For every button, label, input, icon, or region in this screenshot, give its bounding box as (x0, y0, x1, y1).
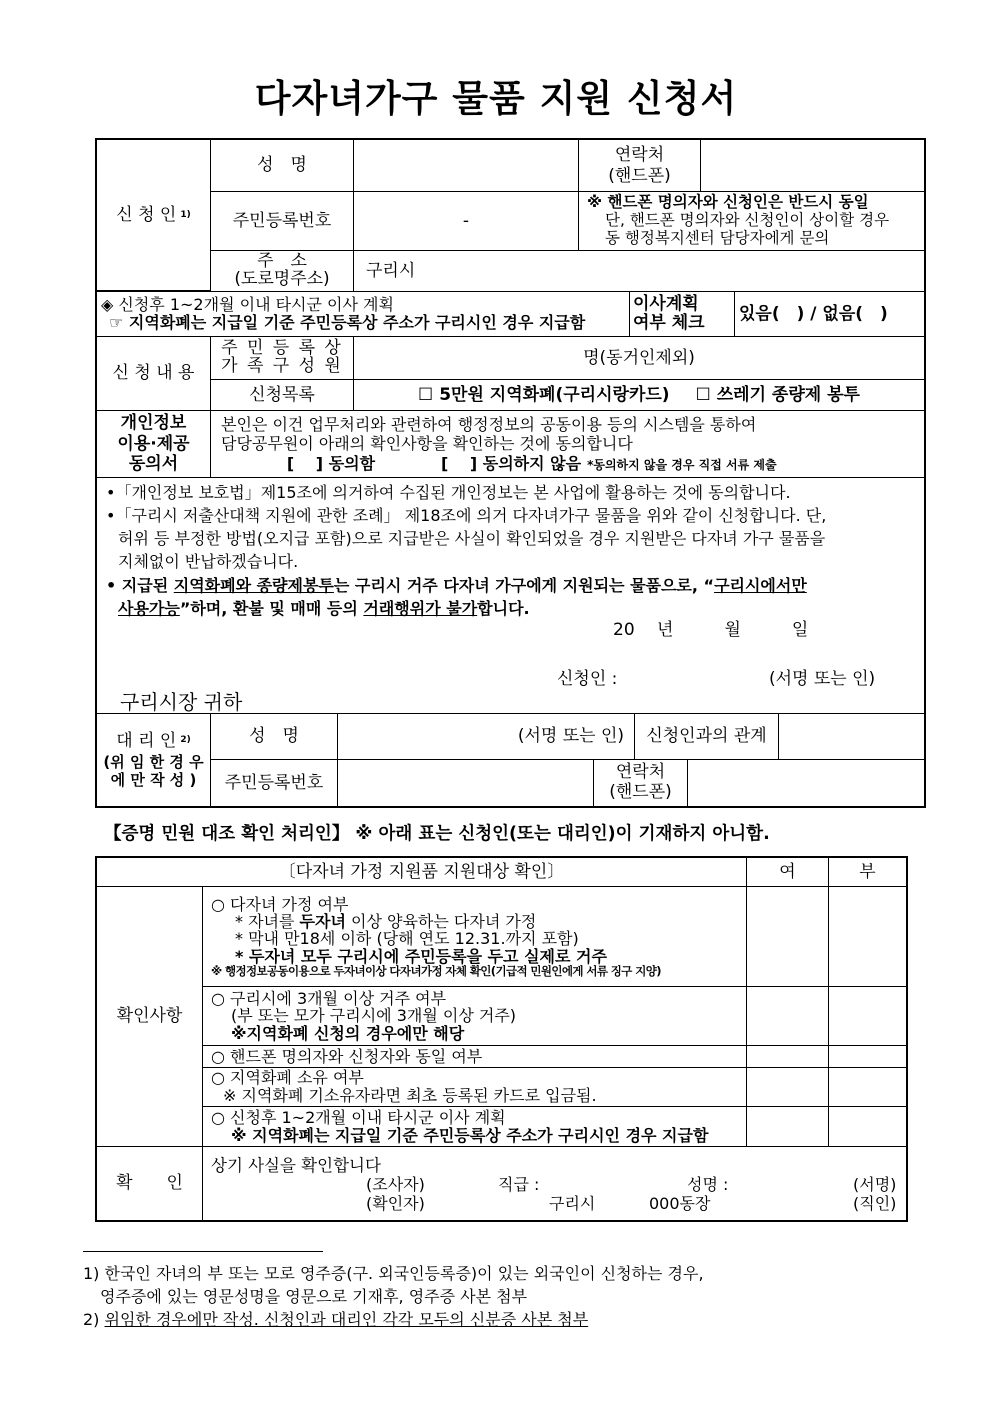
check-item-1-line4: * 두자녀 모두 구리시에 주민등록을 두고 실제로 거주 (235, 946, 607, 966)
agent-relation-label: 신청인과의 관계 (634, 713, 779, 760)
check-item-4-no[interactable] (828, 1067, 907, 1107)
applicant-section-label (96, 139, 211, 291)
move-check-label-line2: 여부 체크 (633, 313, 705, 333)
phone-note-line3: 동 행정복지센터 담당자에게 문의 (605, 228, 830, 247)
consent-disagree-note: *동의하지 않을 경우 직접 서류 제출 (587, 457, 777, 472)
request-items-label: 신청목록 (210, 379, 354, 411)
check-item-1-no[interactable] (828, 886, 907, 987)
check-item-move-plan (202, 1106, 747, 1147)
applicant-rrn-field[interactable]: - (353, 191, 579, 251)
check-item-1-line2 (211, 913, 536, 930)
statement-bullet-3b (118, 596, 530, 619)
bullet3-mid: 는 구리시 거주 다자녀 가구에게 지원되는 물품으로, “ (333, 576, 715, 595)
consent-text-line1: 본인은 이건 업무처리와 관련하여 행정정보의 공동이용 등의 시스템을 통하여 (221, 415, 757, 435)
consent-disagree-checkbox[interactable]: [ ] 동의하지 않음 (441, 453, 582, 473)
check-item-1-line3: * 막내 만18세 이하 (당해 연도 12.31.까지 포함) (235, 929, 579, 949)
rank-label[interactable]: 직급 : (498, 1175, 540, 1194)
statement-bullet-2a: •「구리시 저출산대책 지원에 관한 조례」 제18조에 의거 다자녀가구 물품을 위와 같이 신청합니다. 단, (106, 506, 827, 525)
address-label-line2: (도로명주소) (234, 269, 330, 289)
check-item-2-title: ○ 구리시에 3개월 이상 거주 여부 (211, 988, 447, 1008)
address-label-line1: 주 소 (257, 251, 307, 272)
consent-label-line3: 동의서 (128, 454, 179, 475)
check-item-5-yes[interactable] (746, 1106, 829, 1147)
footnote-2 (83, 1307, 588, 1330)
signer-label: 신청인 : (557, 669, 618, 689)
footnote-2-text: 위임한 경우에만 작성. 신청인과 대리인 각각 모두의 신분증 사본 첨부 (104, 1310, 589, 1329)
family-label-line2: 가 족 구 성 원 (221, 356, 343, 376)
investigator-label: (조사자) (366, 1175, 425, 1194)
applicant-address-field[interactable]: 구리시 (353, 250, 925, 292)
contact-label-line1: 연락처 (614, 145, 665, 166)
check-item-multichild (202, 886, 747, 987)
move-plan-line2: ☞ 지역화폐는 지급일 기준 주민등록상 주소가 구리시인 경우 지급함 (109, 313, 586, 332)
check-item-2-yes[interactable] (746, 986, 829, 1046)
check-item-1-yes[interactable] (746, 886, 829, 987)
officer-sign[interactable]: (서명) (853, 1175, 897, 1194)
page-title: 다자녀가구 물품 지원 신청서 (254, 77, 738, 120)
applicant-label-text: 신 청 인 (116, 204, 177, 225)
applicant-contact-field[interactable] (700, 139, 925, 192)
applicant-contact-label (578, 139, 701, 192)
agent-relation-field[interactable] (778, 713, 925, 760)
check-item-phone-owner: ○ 핸드폰 명의자와 신청자와 동일 여부 (202, 1045, 747, 1068)
applicant-name-label: 성 명 (210, 139, 354, 192)
footnote-2-prefix: 2) (83, 1310, 105, 1329)
check-item-2-line3: ※지역화폐 신청의 경우에만 해당 (231, 1023, 465, 1043)
consent-text-line2: 담당공무원이 아래의 확인사항을 확인하는 것에 동의합니다 (221, 434, 633, 454)
agent-sign-placeholder: (서명 또는 인) (517, 726, 624, 747)
bullet3-end: 합니다. (477, 599, 530, 618)
check-item-3-yes[interactable] (746, 1045, 829, 1068)
footnote-mark-2: 2) (180, 735, 191, 746)
consent-body (210, 410, 925, 478)
agent-label-line3: 에 만 작 성 ) (110, 771, 197, 790)
bullet3-prefix: • 지급된 (106, 576, 174, 595)
bullet3-mid2: ”하며, 환불 및 매매 등의 (179, 599, 364, 618)
confirmer-label: (확인자) (366, 1194, 425, 1213)
bullet3-underline-2: 구리시에서만 (714, 576, 807, 595)
contact-label-line2: (핸드폰) (608, 165, 671, 186)
bullet3-underline-3: 사용가능 (118, 599, 180, 618)
statement-bullet-2b: 허위 등 부정한 방법(오지급 포함)으로 지급받은 사실이 확인되었을 경우 지원받은 다자녀 가구 물품을 (118, 529, 826, 548)
checkbox-garbage-bags[interactable]: ☐ 쓰레기 종량제 봉투 (695, 384, 860, 405)
verification-yes-header: 여 (746, 857, 829, 887)
consent-label (96, 410, 211, 478)
check-item-5-no[interactable] (828, 1106, 907, 1147)
footnote-mark-1: 1) (180, 209, 191, 220)
consent-agree-checkbox[interactable]: [ ] 동의함 (286, 453, 376, 473)
statement-bullet-2c: 지체없이 반납하겠습니다. (118, 552, 299, 571)
applicant-address-label (210, 250, 354, 292)
agent-rrn-label: 주민등록번호 (210, 759, 338, 807)
confirm-label: 확 인 (96, 1146, 203, 1221)
check-item-2-no[interactable] (828, 986, 907, 1046)
checkbox-local-currency[interactable]: ☐ 5만원 지역화폐(구리시랑카드) (418, 384, 670, 405)
agent-contact-label (593, 759, 688, 807)
bullet3-underline-1: 지역화폐와 종량제봉투 (173, 576, 334, 595)
check-item-currency-owner (202, 1067, 747, 1107)
phone-owner-note (578, 191, 925, 251)
consent-options (221, 454, 924, 473)
applicant-name-field[interactable] (353, 139, 579, 192)
agent-contact-label-line1: 연락처 (615, 762, 666, 783)
bullet3-underline-4: 거래행위가 불가 (363, 599, 478, 618)
check-item-3-no[interactable] (828, 1045, 907, 1068)
verification-heading: 【증명 민원 대조 확인 처리인】 ※ 아래 표는 신청인(또는 대리인)이 기재하지 아니함. (104, 824, 770, 844)
family-members-label (210, 336, 354, 380)
consent-label-line1: 개인정보 (120, 413, 187, 434)
officer-name-label[interactable]: 성명 : (687, 1175, 729, 1194)
verification-header: 〔다자녀 가정 지원품 지원대상 확인〕 (96, 857, 747, 887)
check-item-1-line5: ※ 행정정보공동이용으로 두자녀이상 다자녀가정 자체 확인(기급적 민원인에게 서류 징구 지양) (211, 963, 661, 978)
family-label-line1: 주 민 등 록 상 (221, 338, 343, 359)
statement-bullet-3a (106, 573, 807, 596)
request-items (353, 379, 925, 411)
check-item-2-line2: (부 또는 모가 구리시에 3개월 이상 거주) (231, 1006, 517, 1026)
check-item-4-title: ○ 지역화폐 소유 여부 (211, 1068, 364, 1088)
city-label: 구리시 (549, 1194, 596, 1213)
agent-section-label (96, 713, 211, 807)
line2-pre: * 자녀를 (235, 912, 300, 932)
line2-post: 이상 양육하는 다자녀 가정 (345, 912, 537, 932)
agent-name-label: 성 명 (210, 713, 338, 760)
request-section-label: 신 청 내 용 (96, 336, 211, 411)
official-seal[interactable]: (직인) (853, 1194, 897, 1213)
statement-bullet-1: •「개인정보 보호법」제15조에 의거하여 수집된 개인정보는 본 사업에 활용하는 것에 동의합니다. (106, 483, 791, 502)
signer-sign-placeholder[interactable]: (서명 또는 인) (769, 669, 876, 689)
check-item-1-title: ○ 다자녀 가정 여부 (211, 894, 349, 914)
agent-rrn-field[interactable] (337, 759, 594, 807)
agent-contact-field[interactable] (687, 759, 925, 807)
phone-note-bold: ※ 핸드폰 명의자와 신청인은 반드시 동일 (587, 193, 869, 212)
move-plan-options[interactable]: 있음( ) / 없음( ) (734, 291, 925, 337)
agent-name-field[interactable] (337, 713, 635, 760)
check-item-5-title: ○ 신청후 1~2개월 이내 타시군 이사 계획 (211, 1107, 506, 1127)
agent-label-text: 대 리 인 (116, 730, 177, 751)
move-plan-line1: ◈ 신청후 1~2개월 이내 타시군 이사 계획 (101, 294, 394, 314)
footnote-1-line1: 1) 한국인 자녀의 부 또는 모로 영주증(구. 외국인등록증)이 있는 외국인이 신청하는 경우, (83, 1264, 704, 1283)
agent-label-line2: (위 임 한 경 우 (103, 753, 204, 772)
move-check-label-line1: 이사계획 (633, 294, 699, 315)
check-item-4-line2: ※ 지역화폐 기소유자라면 최초 등록된 카드로 입금됨. (223, 1086, 597, 1105)
move-check-label (629, 291, 735, 337)
verification-section-label: 확인사항 (96, 886, 203, 1147)
confirm-text: 상기 사실을 확인합니다 (211, 1156, 381, 1175)
date-line[interactable]: 20 년 월 일 (613, 620, 809, 640)
check-item-4-yes[interactable] (746, 1067, 829, 1107)
consent-label-line2: 이용·제공 (117, 433, 190, 454)
family-members-field[interactable]: 명(동거인제외) (353, 336, 925, 380)
verification-no-header: 부 (828, 857, 907, 887)
footnote-1-line2: 영주증에 있는 영문성명을 영문으로 기재후, 영주증 사본 첨부 (100, 1287, 528, 1306)
applicant-rrn-label: 주민등록번호 (210, 191, 354, 251)
dong-head-label: 000동장 (649, 1194, 711, 1213)
line2-bold: 두자녀 (299, 912, 346, 932)
phone-note-line2: 단, 핸드폰 명의자와 신청인이 상이할 경우 (605, 211, 890, 230)
agent-contact-label-line2: (핸드폰) (609, 782, 672, 802)
footnote-divider (83, 1251, 323, 1252)
check-item-residence (202, 986, 747, 1046)
addressee: 구리시장 귀하 (120, 690, 243, 714)
move-plan-note (96, 291, 630, 337)
check-item-5-line2: ※ 지역화폐는 지급일 기준 주민등록상 주소가 구리시인 경우 지급함 (231, 1125, 709, 1145)
